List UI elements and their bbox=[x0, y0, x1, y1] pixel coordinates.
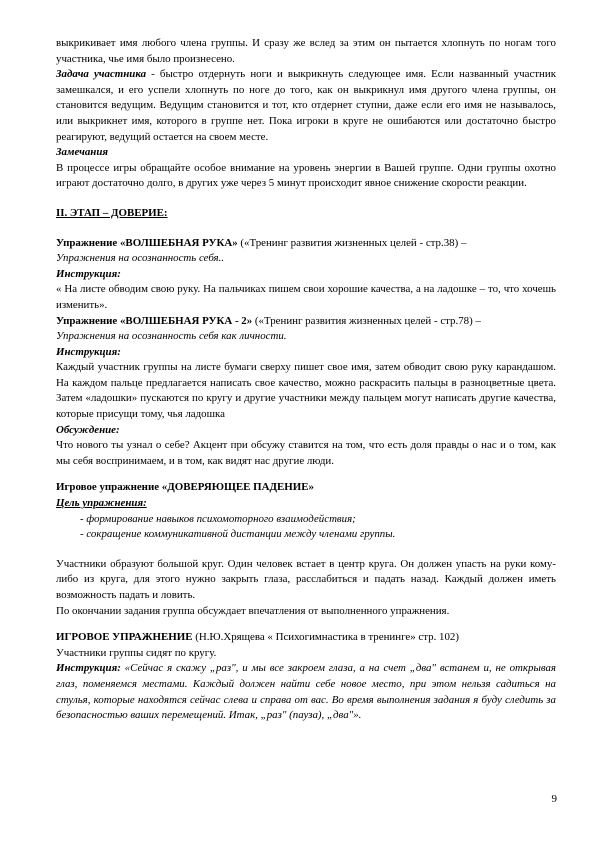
exercise-3-goal-list bbox=[56, 512, 556, 543]
notes-text: В процессе игры обращайте особое внимание на уровень энергии в Вашей группе. Одни группы охотно играют достаточно долго, в других уже через 5 минут происходит явное снижение скорости реакции. bbox=[56, 161, 556, 190]
paragraph-intro: выкрикивает имя любого члена группы. И сразу же вслед за этим он пытается хлопнуть по ногам того участника, чье имя было произнесено. bbox=[56, 37, 556, 65]
exercise-2-title: Упражнение «ВОЛШЕБНАЯ РУКА - 2» bbox=[56, 314, 253, 327]
exercise-2-title-line bbox=[56, 314, 556, 330]
exercise-3-goal-label: Цель упражнения: bbox=[56, 497, 147, 510]
exercise-4-title: ИГРОВОЕ УПРАЖНЕНИЕ bbox=[56, 631, 193, 644]
exercise-2-discussion-label: Обсуждение: bbox=[56, 423, 120, 436]
exercise-1-title-line bbox=[56, 236, 556, 252]
exercise-2-source: («Тренинг развития жизненных целей - стр.78) – bbox=[252, 314, 481, 327]
exercise-1-title: Упражнение «ВОЛШЕБНАЯ РУКА» bbox=[56, 236, 238, 249]
notes-heading: Замечания bbox=[56, 146, 109, 159]
exercise-3-discussion: По окончании задания группа обсуждает впечатления от выполненного упражнения. bbox=[56, 604, 450, 617]
exercise-4-title-line bbox=[56, 630, 556, 646]
exercise-1-source: («Тренинг развития жизненных целей - стр.38) – bbox=[237, 236, 467, 249]
exercise-4-instruction-text: «Сейчас я скажу „раз", и мы все закроем глаза, а на счет „два" встанем и, не открывая глаз, поменяемся местами. Каждый должен найти себе новое место, при этом нельзя садиться на стулья, которые находятся сейчас слева и справа от вас. Во время выполнения задания я буду следить за безопасностью ваших перемещений. Итак, „раз" (пауза), „два"». bbox=[56, 662, 556, 722]
exercise-2-subtitle: Упражнения на осознанность себя как личности. bbox=[56, 330, 287, 343]
task-label: Задача участника bbox=[56, 68, 147, 81]
goal-item: - формирование навыков психомоторного взаимодействия; bbox=[80, 512, 356, 525]
paragraph-task bbox=[56, 67, 556, 145]
exercise-2-instruction-label: Инструкция: bbox=[56, 345, 121, 358]
exercise-1-instruction-text: « На листе обводим свою руку. На пальчиках пишем свои хорошие качества, а на ладошке – то, что хочешь изменить». bbox=[56, 283, 556, 311]
stage-heading: II. ЭТАП – ДОВЕРИЕ: bbox=[56, 206, 168, 219]
exercise-3-title: Игровое упражнение «ДОВЕРЯЮЩЕЕ ПАДЕНИЕ» bbox=[56, 481, 314, 494]
exercise-3-text: Участники образуют большой круг. Один человек встает в центр круга. Он должен упасть на руки кому-либо из круга, для этого нужно закрыть глаза, расслабиться и падать назад. Каждый должен иметь возможность падать и ловить. bbox=[56, 557, 556, 601]
exercise-2-discussion-text: Что нового ты узнал о себе? Акцент при обсужу ставится на том, что есть доля правды о нас и о том, как мы себя воспринимаем, и в том, как видят нас другие люди. bbox=[56, 439, 556, 467]
exercise-1-subtitle: Упражнения на осознанность себя.. bbox=[56, 252, 225, 265]
goal-item: - сокращение коммуникативной дистанции между членами группы. bbox=[80, 528, 396, 541]
exercise-1-instruction-label: Инструкция: bbox=[56, 267, 121, 280]
exercise-4-source: (Н.Ю.Хрящева « Психогимнастика в тренинге» стр. 102) bbox=[192, 631, 459, 644]
task-text: - быстро отдернуть ноги и выкрикнуть следующее имя. Если названный участник замешкался, и его успели хлопнуть по ноге до того, как он выкрикнул имя другого члена группы, он становится ведущим. Ведущим становится и тот, кто отдернет ступни, даже если его имя не называлось, или выкрикнет имя, которого в группе нет. Пока игроки в круге не ошибаются или достаточно быстро реагируют, ведущий остается на своем месте. bbox=[56, 68, 556, 143]
exercise-4-instruction bbox=[56, 661, 556, 723]
document-page bbox=[56, 36, 556, 724]
exercise-2-instruction-text: Каждый участник группы на листе бумаги сверху пишет свое имя, затем обводит свою руку карандашом. На каждом пальце предлагается написать свое качество, можно раскрасить пальцы в разноцветные цвета. Затем «ладошки» пускаются по кругу и другие участники между пальцем могут написать другие качества, которые присущи тому, чья ладошка bbox=[56, 361, 556, 421]
page-number: 9 bbox=[551, 793, 557, 805]
exercise-4-line: Участники группы сидят по кругу. bbox=[56, 646, 217, 659]
exercise-4-instruction-label: Инструкция: bbox=[56, 662, 121, 675]
